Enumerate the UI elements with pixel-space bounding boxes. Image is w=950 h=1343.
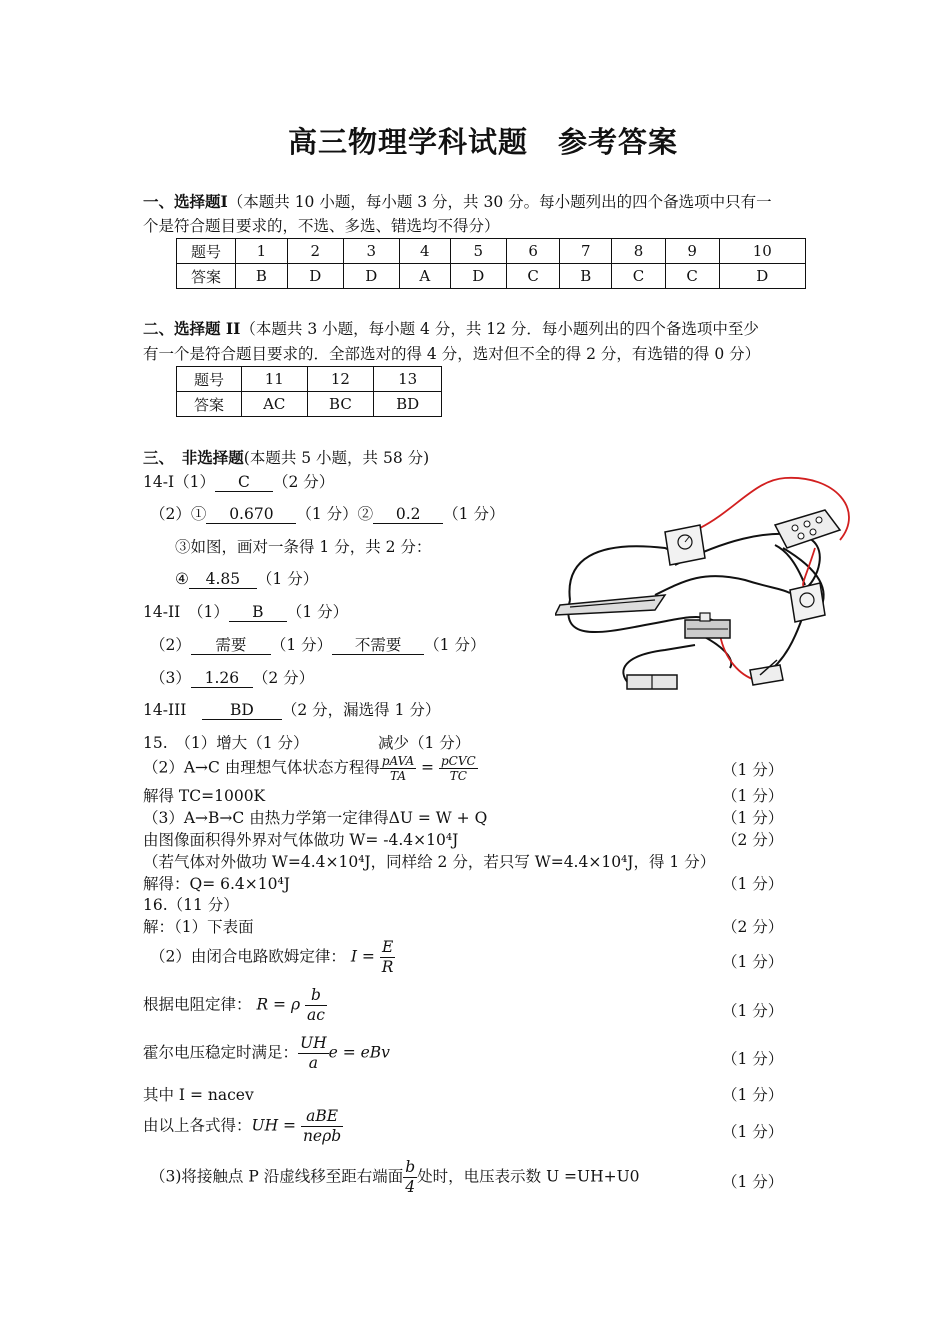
answer-cell: C <box>506 264 560 289</box>
q16-line5: 其中 I = nacev <box>143 1086 254 1104</box>
q15-line2: （2）A→C 由理想气体状态方程得 $\frac{\text{pAVA}}{TA}$ = $\frac{\text{pCVC}}{TC}$ <box>143 754 476 783</box>
part-label: （3） <box>150 669 191 687</box>
answer-blank: B <box>229 604 287 622</box>
q15-line5: 由图像面积得外界对气体做功 W= -4.4×10⁴J <box>143 831 459 849</box>
q16-heading: 16.（11 分） <box>143 896 239 914</box>
fraction-uh-over-a <box>298 1034 329 1073</box>
question-number-cell: 7 <box>560 239 612 264</box>
q16-line6-text: 由以上各式得： <box>143 1116 252 1135</box>
question-number-cell: 2 <box>287 239 343 264</box>
score: （1 分） <box>443 505 505 523</box>
section2-desc: （本题共 3 小题，每小题 4 分，共 12 分．每小题列出的四个备选项中至少 <box>240 320 759 338</box>
question-number-cell: 8 <box>612 239 666 264</box>
table-row <box>177 367 442 392</box>
part-label: （2）① <box>150 505 207 523</box>
question-number-cell: 11 <box>242 367 308 392</box>
answer-cell: D <box>719 264 806 289</box>
answer-blank: C <box>215 474 273 492</box>
score: （1 分） <box>722 1123 784 1141</box>
fraction-denominator: 4 <box>405 1178 416 1196</box>
formula-lhs: R = ρ <box>256 995 301 1014</box>
score: （1 分） <box>722 1050 784 1068</box>
q14-2-part1 <box>143 600 348 622</box>
page-title: 高三物理学科试题 参考答案 <box>288 125 679 159</box>
score: （1 分） <box>270 636 333 654</box>
fraction-numerator: pCVC <box>440 754 476 768</box>
table-row <box>177 239 806 264</box>
answer-label: 答案 <box>177 392 242 417</box>
score: （1 分） <box>722 1173 784 1191</box>
answer-cell: D <box>287 264 343 289</box>
question-number-cell: 13 <box>374 367 442 392</box>
q16-line7 <box>150 1158 640 1197</box>
fraction-denominator: R <box>381 958 394 976</box>
q16-line3 <box>143 986 327 1025</box>
fraction-denominator: TC <box>449 769 467 783</box>
answer-cell: C <box>665 264 719 289</box>
section1-heading: 一、选择题Ⅰ <box>143 192 228 211</box>
question-label: 题号 <box>177 239 236 264</box>
q15-line7: 解得：Q= 6.4×10⁴J <box>143 875 290 893</box>
answer-blank: 不需要 <box>332 637 424 655</box>
formula-lhs: UH = <box>251 1116 297 1135</box>
answer-blank: 0.2 <box>373 506 443 524</box>
answer-cell: B <box>560 264 612 289</box>
circuit-diagram-figure <box>555 470 855 700</box>
part-label: （2） <box>150 636 191 654</box>
q14-2-label: 14-II （1） <box>143 603 229 621</box>
score: （1 分） <box>424 636 486 654</box>
answer-cell: D <box>450 264 506 289</box>
score: （1 分） <box>256 570 319 588</box>
q16-line3-text: 根据电阻定律： <box>143 995 252 1014</box>
answer-cell: B <box>236 264 288 289</box>
table-row <box>177 264 806 289</box>
section2-heading: 二、选择题 II <box>143 319 241 338</box>
q14-1-part3: ③如图，画对一条得 1 分，共 2 分： <box>175 538 432 556</box>
q15-line2-text: （2）A→C 由理想气体状态方程得 <box>143 758 380 777</box>
section3-heading: 三、 非选择题 <box>143 448 244 467</box>
fraction-numerator: pAVA <box>381 754 415 768</box>
score: （1 分） <box>722 875 784 893</box>
fraction-b-over-4 <box>403 1158 417 1197</box>
score: （2 分） <box>722 918 784 936</box>
q15-line1b: 减少（1 分） <box>378 734 471 752</box>
question-number-cell: 9 <box>665 239 719 264</box>
q15-line3: 解得 TC=1000K <box>143 787 266 805</box>
score: （1 分） <box>722 809 784 827</box>
answer-cell: BD <box>374 392 442 417</box>
q14-1-part2 <box>150 502 504 524</box>
answer-blank: 0.670 <box>206 506 296 524</box>
q16-line2 <box>150 938 395 977</box>
formula-rhs: e = eBv <box>328 1043 390 1062</box>
fraction-numerator: UH <box>300 1034 327 1052</box>
question-number-cell: 12 <box>307 367 374 392</box>
q16-line4-text: 霍尔电压稳定时满足： <box>143 1043 299 1062</box>
score: （2 分） <box>272 473 335 491</box>
answer-cell: A <box>399 264 450 289</box>
fraction-e-over-r <box>380 938 396 977</box>
fraction-abe-over-nerhob <box>301 1107 343 1146</box>
score: （2 分） <box>252 669 315 687</box>
score: （1 分）② <box>296 505 374 523</box>
q15-line1a: 15. （1）增大（1 分） <box>143 734 309 752</box>
score: （1 分） <box>722 953 784 971</box>
section2-intro <box>143 317 759 339</box>
section1-intro <box>143 190 772 212</box>
q14-3 <box>143 698 440 720</box>
answer-label: 答案 <box>177 264 236 289</box>
score: （1 分） <box>722 1086 784 1104</box>
fraction-numerator: E <box>380 938 396 958</box>
fraction-denominator: a <box>308 1054 318 1072</box>
q16-line7-text-a: （3)将接触点 P 沿虚线移至距右端面 <box>150 1167 404 1186</box>
section2-desc2: 有一个是符合题目要求的．全部选对的得 4 分，选对但不全的得 2 分，有选错的得 0 分） <box>143 345 761 363</box>
fraction-denominator: TA <box>389 769 406 783</box>
fraction-numerator: b <box>405 1158 416 1176</box>
q14-2-part3 <box>150 666 314 688</box>
answer-cell: D <box>343 264 399 289</box>
fraction-denominator: neρb <box>302 1127 342 1145</box>
question-number-cell: 5 <box>450 239 506 264</box>
score: （2 分，漏选得 1 分） <box>281 701 441 719</box>
fraction-denominator: ac <box>307 1006 325 1024</box>
section2-answer-table <box>176 366 442 417</box>
q14-3-label: 14-III <box>143 701 187 719</box>
q15-line6: （若气体对外做功 W=4.4×10⁴J，同样给 2 分，若只写 W=4.4×10⁴J，得 1 分） <box>143 853 716 871</box>
q16-line6 <box>143 1107 343 1146</box>
q16-line1: 解：（1）下表面 <box>143 918 254 936</box>
score: （1 分） <box>722 1002 784 1020</box>
question-label: 题号 <box>177 367 242 392</box>
answer-blank: 4.85 <box>189 571 257 589</box>
answer-blank: 需要 <box>191 637 271 655</box>
part-label: ④ <box>175 570 189 588</box>
question-number-cell: 6 <box>506 239 560 264</box>
q15-line4: （3）A→B→C 由热力学第一定律得ΔU = W + Q <box>143 809 488 827</box>
q14-2-part2 <box>150 633 485 655</box>
section1-desc2: 个是符合题目要求的，不选、多选、错选均不得分） <box>143 217 500 235</box>
answer-cell: BC <box>307 392 374 417</box>
answer-blank: BD <box>202 702 282 720</box>
section1-answer-table <box>176 238 806 289</box>
q16-line7-text-b: 处时，电压表示数 U =UH+U0 <box>417 1167 640 1186</box>
score: （2 分） <box>722 831 784 849</box>
q14-1-part4 <box>175 567 318 589</box>
question-number-cell: 1 <box>236 239 288 264</box>
score: （1 分） <box>286 603 349 621</box>
score: （1 分） <box>722 761 784 779</box>
fraction-pa-va-over-ta <box>380 754 416 783</box>
fraction-b-over-ac <box>305 986 327 1025</box>
fraction-numerator: b <box>305 986 327 1006</box>
question-number-cell: 4 <box>399 239 450 264</box>
fraction-pc-vc-over-tc <box>439 754 478 783</box>
q14-1-label: 14-I（1） <box>143 473 215 491</box>
table-row <box>177 392 442 417</box>
question-number-cell: 10 <box>719 239 806 264</box>
q16-line4 <box>143 1034 390 1073</box>
section3-desc: (本题共 5 小题，共 58 分) <box>243 449 430 467</box>
section3-intro <box>143 446 429 468</box>
answer-cell: C <box>612 264 666 289</box>
answer-blank: 1.26 <box>191 670 253 688</box>
section1-desc: （本题共 10 小题，每小题 3 分，共 30 分。每小题列出的四个备选项中只有一 <box>227 193 772 211</box>
q14-1-part1 <box>143 470 334 492</box>
question-number-cell: 3 <box>343 239 399 264</box>
formula-lhs: I = <box>350 947 375 966</box>
fraction-numerator: aBE <box>301 1107 343 1127</box>
answer-cell: AC <box>242 392 308 417</box>
score: （1 分） <box>722 787 784 805</box>
q16-line2-text: （2）由闭合电路欧姆定律： <box>150 947 346 966</box>
